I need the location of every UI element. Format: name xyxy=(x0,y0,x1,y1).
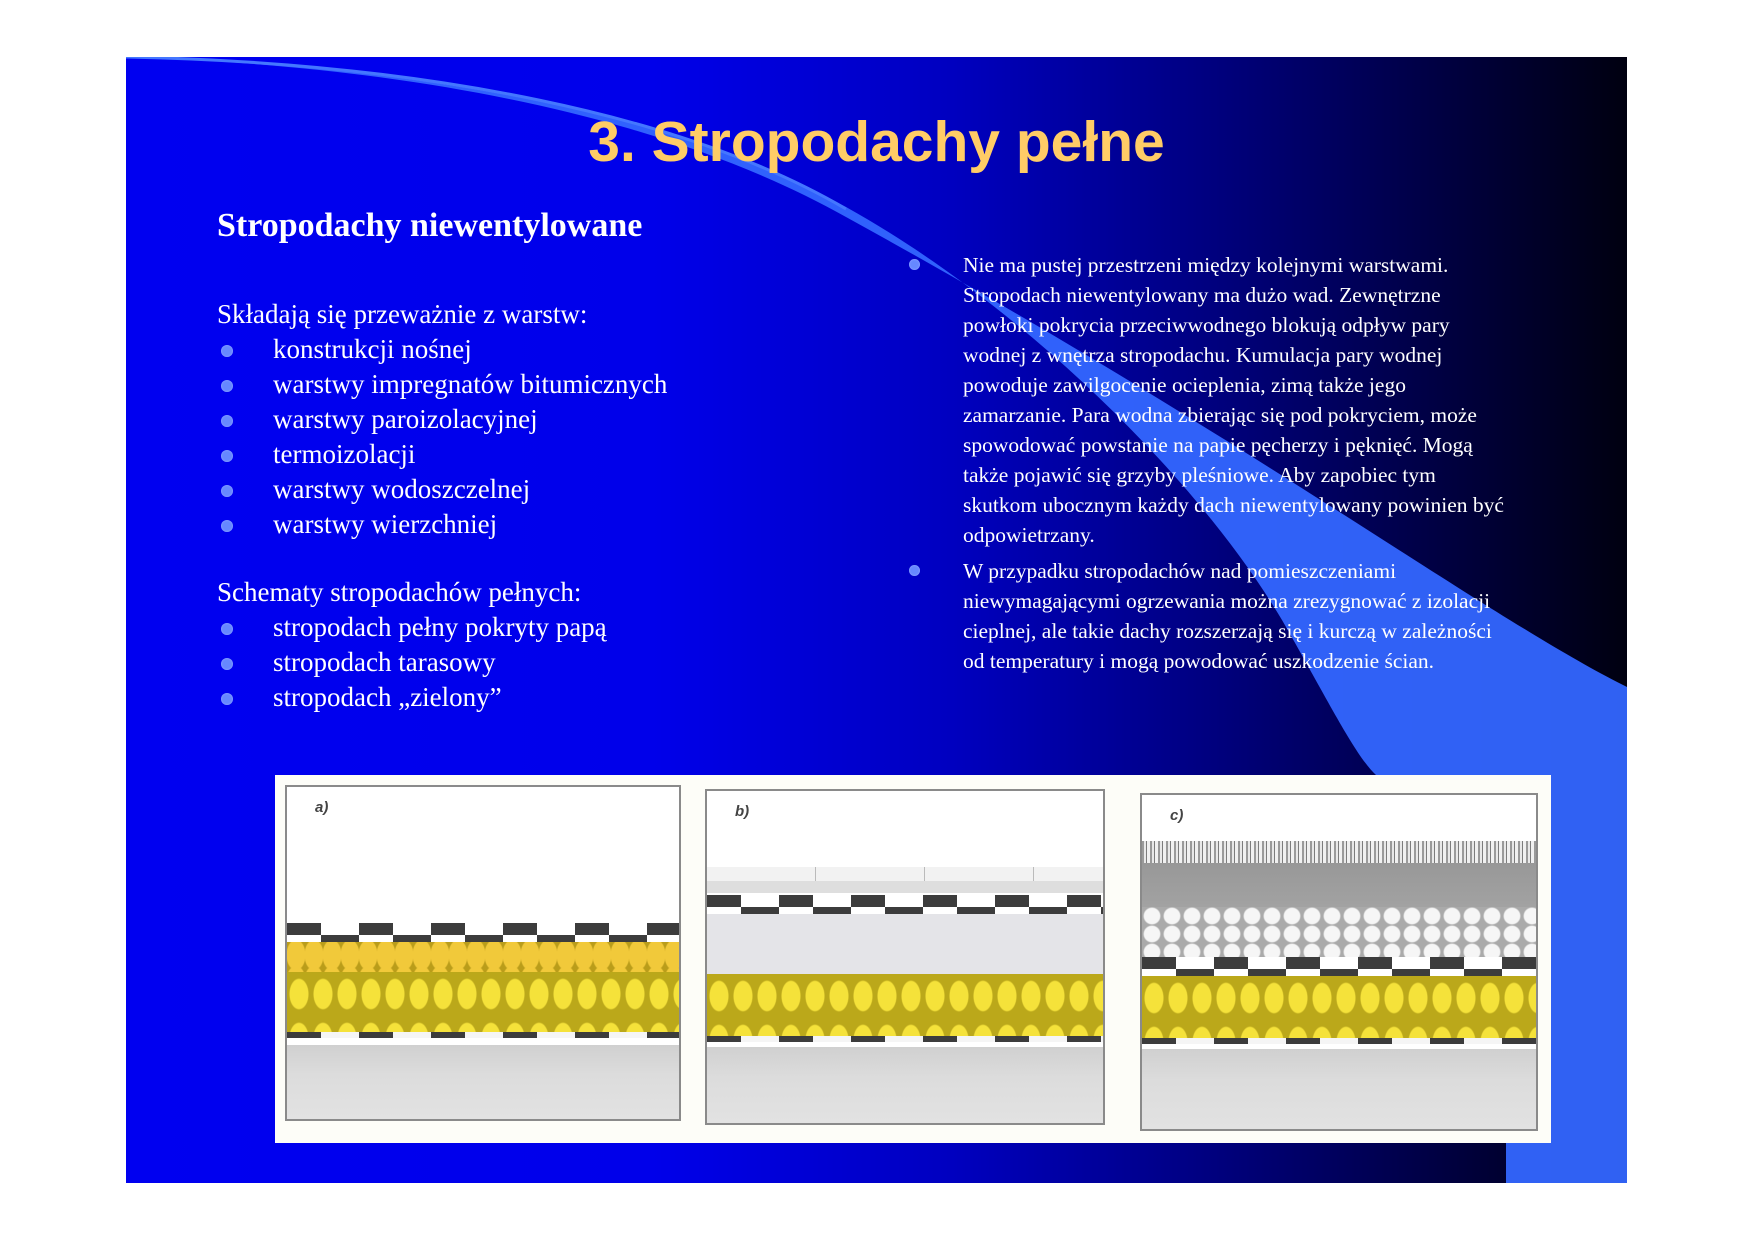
list-item: stropodach pełny pokryty papą xyxy=(217,610,607,645)
bullet-icon xyxy=(221,658,233,670)
bullet-icon xyxy=(221,485,233,497)
diagram-panel-a xyxy=(285,785,681,1121)
terrace-tile-layer xyxy=(707,867,1103,882)
bullet-icon xyxy=(221,693,233,705)
list-item: warstwy wodoszczelnej xyxy=(217,472,667,507)
screed-layer xyxy=(707,881,1103,893)
roofing-felt-layer xyxy=(287,935,679,942)
schemes-list-section xyxy=(217,575,607,715)
thermal-insulation-layer xyxy=(287,942,679,972)
layers-lead-text: Składają się przeważnie z warstw: xyxy=(217,299,588,329)
waterproof-membrane-layer xyxy=(1142,957,1536,969)
diagram-panel-c xyxy=(1140,793,1538,1131)
vegetation-layer xyxy=(1142,841,1536,863)
roof-section-diagrams xyxy=(275,775,1551,1143)
list-item: stropodach tarasowy xyxy=(217,645,607,680)
leveling-layer xyxy=(707,914,1103,974)
drainage-gravel-layer xyxy=(1142,907,1536,957)
bullet-icon xyxy=(221,380,233,392)
structural-slab-layer xyxy=(1142,1049,1536,1129)
description-column xyxy=(906,250,1506,682)
list-item: warstwy impregnatów bitumicznych xyxy=(217,367,667,402)
list-item: warstwy wierzchniej xyxy=(217,507,667,542)
panel-label: c) xyxy=(1170,807,1184,824)
panel-label: a) xyxy=(315,799,329,816)
list-item: konstrukcji nośnej xyxy=(217,332,667,367)
thermal-insulation-layer xyxy=(287,972,679,1032)
description-paragraph: Nie ma pustej przestrzeni między kolejnymi warstwami. Stropodach niewentylowany ma dużo wad. Zewnętrzne powłoki pokrycia przeciwwodnego blokują odpływ pary wodnej z wnętrza stropodachu. Kumulacja pary wodnej powoduje zawilgocenie ocieplenia, zimą także jego zamarzanie. Para wodna zbierając się pod pokryciem, może spowodować powstanie na papie pęcherzy i pęknięć. Mogą także pojawić się grzyby pleśniowe. Aby zapobiec tym skutkom ubocznym każdy dach niewentylowany powinien być odpowietrzany. xyxy=(906,250,1506,550)
waterproof-membrane-layer xyxy=(707,907,1103,914)
slide-title: 3. Stropodachy pełne xyxy=(588,110,1165,174)
soil-substrate-layer xyxy=(1142,863,1536,907)
section-heading: Stropodachy niewentylowane xyxy=(217,207,643,244)
bullet-icon xyxy=(221,520,233,532)
panel-label: b) xyxy=(735,803,750,820)
structural-slab-layer xyxy=(287,1045,679,1119)
diagram-panel-b xyxy=(705,789,1105,1125)
layers-list-section xyxy=(217,297,667,542)
bullet-icon xyxy=(909,565,920,576)
waterproof-membrane-layer xyxy=(707,895,1103,907)
list-item: stropodach „zielony” xyxy=(217,680,607,715)
schemes-lead-text: Schematy stropodachów pełnych: xyxy=(217,577,582,607)
roofing-felt-layer xyxy=(287,923,679,935)
vapor-barrier-layer xyxy=(287,1032,679,1038)
bullet-icon xyxy=(909,259,920,270)
slide xyxy=(126,57,1627,1183)
waterproof-membrane-layer xyxy=(1142,969,1536,976)
bullet-icon xyxy=(221,450,233,462)
structural-slab-layer xyxy=(707,1047,1103,1123)
thermal-insulation-layer xyxy=(1142,976,1536,1038)
vapor-barrier-layer xyxy=(1142,1038,1536,1044)
bullet-icon xyxy=(221,415,233,427)
list-item: warstwy paroizolacyjnej xyxy=(217,402,667,437)
bullet-icon xyxy=(221,345,233,357)
description-paragraph: W przypadku stropodachów nad pomieszczeniami niewymagającymi ogrzewania można zrezygnować z izolacji cieplnej, ale takie dachy rozszerzają się i kurczą w zależności od temperatury i mogą powodować uszkodzenie ścian. xyxy=(906,556,1506,676)
vapor-barrier-layer xyxy=(707,1036,1103,1042)
list-item: termoizolacji xyxy=(217,437,667,472)
thermal-insulation-layer xyxy=(707,974,1103,1036)
bullet-icon xyxy=(221,623,233,635)
